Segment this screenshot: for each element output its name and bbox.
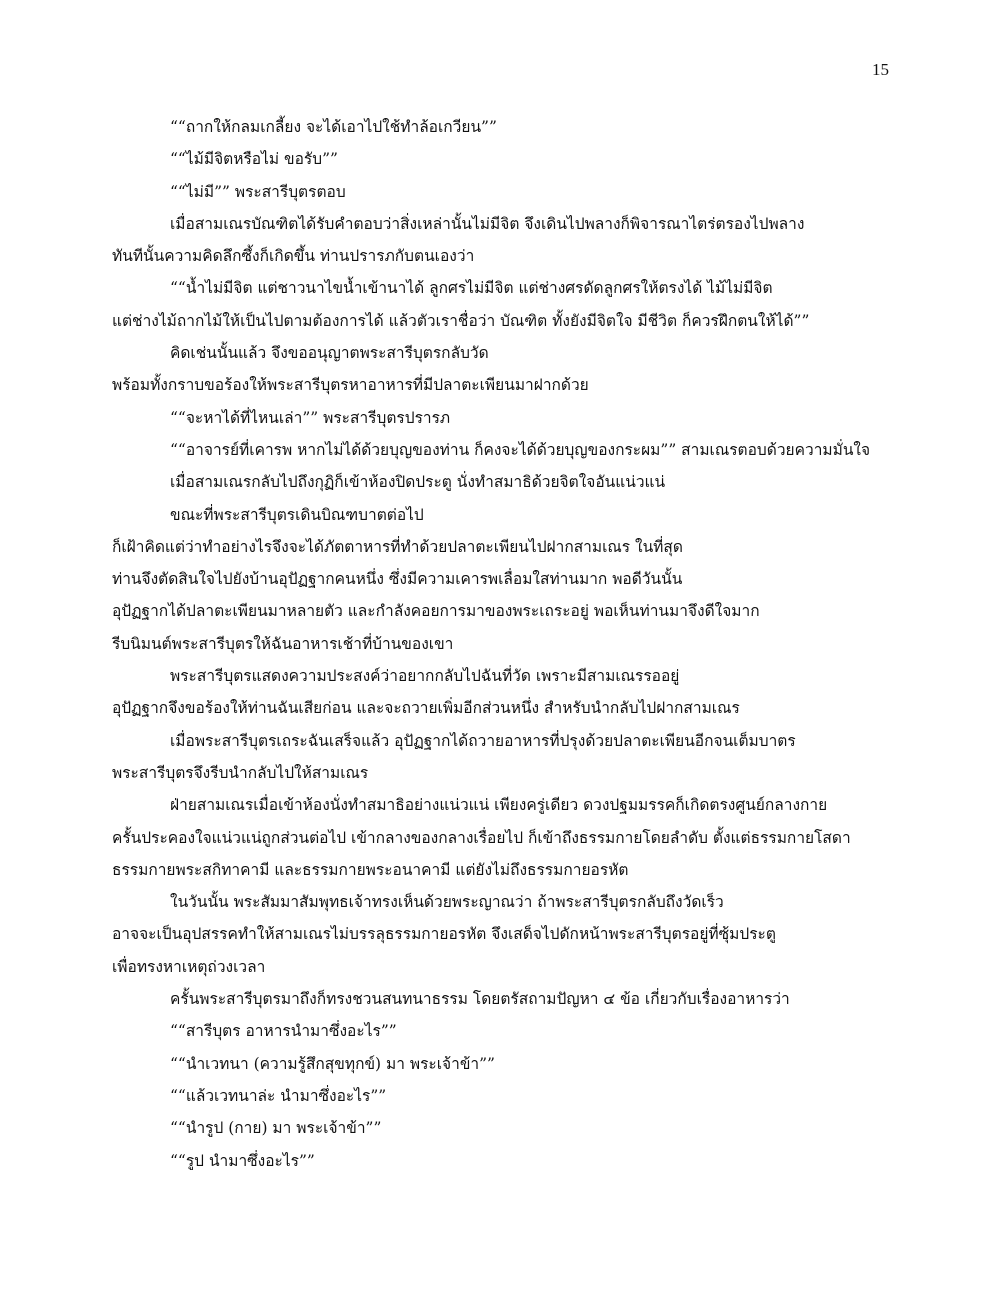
text-line: เมื่อสามเณรกลับไปถึงกุฏิก็เข้าห้องปิดประตู นั่งทำสมาธิด้วยจิตใจอันแน่วแน่ <box>170 473 666 492</box>
text-line: เพื่อทรงหาเหตุถ่วงเวลา <box>112 957 266 976</box>
text-line: เมื่อพระสารีบุตรเถระฉันเสร็จแล้ว อุปัฏฐากได้ถวายอาหารที่ปรุงด้วยปลาตะเพียนอีกจนเต็มบาตร <box>170 731 796 750</box>
text-line: ““สารีบุตร อาหารนำมาซึ่งอะไร”” <box>170 1022 397 1041</box>
text-line: ธรรมกายพระสกิทาคามี และธรรมกายพระอนาคามี แต่ยังไม่ถึงธรรมกายอรหัต <box>112 860 629 879</box>
text-line: อุปัฏฐากได้ปลาตะเพียนมาหลายตัว และกำลังคอยการมาของพระเถระอยู่ พอเห็นท่านมาจึงดีใจมาก <box>112 602 760 621</box>
text-line: ““นำรูป (กาย) มา พระเจ้าข้า”” <box>170 1119 382 1138</box>
text-line: แต่ช่างไม้ถากไม้ให้เป็นไปตามต้องการได้ แล้วตัวเราชื่อว่า บัณฑิต ทั้งยังมีจิตใจ มีชีวิต ก็ควรฝึกตนให้ได้”” <box>112 311 810 330</box>
text-line: ““นำเวทนา (ความรู้สึกสุขทุกข์) มา พระเจ้าข้า”” <box>170 1054 495 1073</box>
text-line: ทันทีนั้นความคิดลึกซึ้งก็เกิดขึ้น ท่านปรารภกับตนเองว่า <box>112 247 475 266</box>
text-line: ““น้ำไม่มีจิต แต่ชาวนาไขน้ำเข้านาได้ ลูกศรไม่มีจิต แต่ช่างศรดัดลูกศรให้ตรงได้ ไม้ไม่มีจิต <box>170 279 773 298</box>
text-line: ““จะหาได้ที่ไหนเล่า”” พระสารีบุตรปรารภ <box>170 408 451 427</box>
text-line: ขณะที่พระสารีบุตรเดินบิณฑบาตต่อไป <box>170 505 424 524</box>
text-line: พระสารีบุตรจึงรีบนำกลับไปให้สามเณร <box>112 763 369 782</box>
text-line: ก็เฝ้าคิดแต่ว่าทำอย่างไรจึงจะได้ภัตตาหารที่ทำด้วยปลาตะเพียนไปฝากสามเณร ในที่สุด <box>112 537 683 556</box>
body-text <box>112 111 892 1177</box>
text-line: อาจจะเป็นอุปสรรคทำให้สามเณรไม่บรรลุธรรมกายอรหัต จึงเสด็จไปดักหน้าพระสารีบุตรอยู่ที่ซุ้มประตู <box>112 925 776 944</box>
text-line: รีบนิมนต์พระสารีบุตรให้ฉันอาหารเช้าที่บ้านของเขา <box>112 634 454 653</box>
text-line: ““แล้วเวทนาล่ะ นำมาซึ่งอะไร”” <box>170 1086 387 1105</box>
text-line: ““อาจารย์ที่เคารพ หากไม่ได้ด้วยบุญของท่าน ก็คงจะได้ด้วยบุญของกระผม”” สามเณรตอบด้วยความมั่นใจ <box>170 440 871 459</box>
text-line: ฝ่ายสามเณรเมื่อเข้าห้องนั่งทำสมาธิอย่างแน่วแน่ เพียงครู่เดียว ดวงปฐมมรรคก็เกิดตรงศูนย์กลางกาย <box>170 796 828 815</box>
text-line: ““ถากให้กลมเกลี้ยง จะได้เอาไปใช้ทำล้อเกวียน”” <box>170 118 497 136</box>
text-line: ครั้นประคองใจแน่วแน่ถูกส่วนต่อไป เข้ากลางของกลางเรื่อยไป ก็เข้าถึงธรรมกายโดยลำดับ ตั้งแต่ธรรมกายโสดา <box>112 828 851 847</box>
text-line: พระสารีบุตรแสดงความประสงค์ว่าอยากกลับไปฉันที่วัด เพราะมีสามเณรรออยู่ <box>170 667 680 686</box>
text-line: อุปัฏฐากจึงขอร้องให้ท่านฉันเสียก่อน และจะถวายเพิ่มอีกส่วนหนึ่ง สำหรับนำกลับไปฝากสามเณร <box>112 699 740 718</box>
text-line: ““ไม้มีจิตหรือไม่ ขอรับ”” <box>170 150 338 169</box>
page-number: 15 <box>872 60 889 79</box>
text-line: พร้อมทั้งกราบขอร้องให้พระสารีบุตรหาอาหารที่มีปลาตะเพียนมาฝากด้วย <box>112 376 589 395</box>
text-line: ครั้นพระสารีบุตรมาถึงก็ทรงชวนสนทนาธรรม โดยตรัสถามปัญหา ๔ ข้อ เกี่ยวกับเรื่องอาหารว่า <box>170 990 790 1009</box>
text-line: ท่านจึงตัดสินใจไปยังบ้านอุปัฏฐากคนหนึ่ง ซึ่งมีความเคารพเลื่อมใสท่านมาก พอดีวันนั้น <box>112 570 683 589</box>
text-line: ““ไม่มี”” พระสารีบุตรตอบ <box>170 182 346 201</box>
text-line: ““รูป นำมาซึ่งอะไร”” <box>170 1151 315 1170</box>
text-line: คิดเช่นนั้นแล้ว จึงขออนุญาตพระสารีบุตรกลับวัด <box>170 344 489 363</box>
text-line: เมื่อสามเณรบัณฑิตได้รับคำตอบว่าสิ่งเหล่านั้นไม่มีจิต จึงเดินไปพลางก็พิจารณาไตร่ตรองไปพลาง <box>170 214 805 233</box>
text-line: ในวันนั้น พระสัมมาสัมพุทธเจ้าทรงเห็นด้วยพระญาณว่า ถ้าพระสารีบุตรกลับถึงวัดเร็ว <box>170 893 724 912</box>
